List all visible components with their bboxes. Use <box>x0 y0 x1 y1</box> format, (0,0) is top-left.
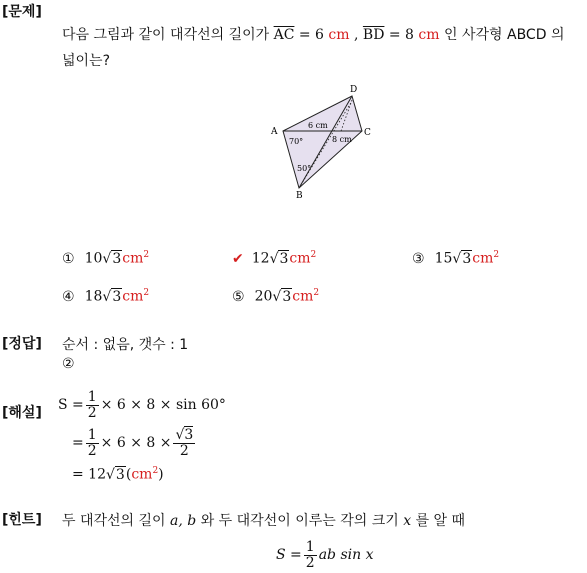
answer-value: ② <box>62 356 75 372</box>
label-bd-length: 8 cm <box>332 135 352 144</box>
choice-1[interactable]: ① $10√3cm^2$ <box>62 250 150 267</box>
label-b: B <box>296 191 303 201</box>
choice-2-exp: 2 <box>310 250 317 260</box>
hint-formula-rest: ab sin x <box>318 547 374 564</box>
hint-formula-half: $\frac{1}{2}$ <box>305 539 315 571</box>
choice-5-radicand: 3 <box>282 288 292 305</box>
check-icon: ✔ <box>232 250 244 267</box>
choice-5-mark: ⑤ <box>232 288 245 305</box>
choice-3-coef: 15 <box>434 250 453 267</box>
hint-formula-lhs: S = <box>276 547 302 564</box>
solution-l1-rest: × 6 × 8 × sin 60° <box>100 397 226 414</box>
hint-var-b: b <box>187 513 197 529</box>
choice-5-unit: cm <box>292 288 314 305</box>
choice-2-unit: cm <box>289 250 311 267</box>
choice-4-radicand: 3 <box>112 288 122 305</box>
solution-l3-radicand: 3 <box>115 466 125 483</box>
solution-s-eq: S = <box>58 397 84 414</box>
segment-ac: $\overline{AC}$ <box>273 27 295 43</box>
question-text-b: 인 사각형 ABCD 의 <box>444 27 565 43</box>
choice-4-exp: 2 <box>143 288 150 298</box>
solution-root3-over-2: $\frac{√3}{2}$ <box>175 427 194 459</box>
solution-unit-exp: 2 <box>152 466 159 476</box>
answer-meta: 순서 : 없음, 갯수 : 1 <box>62 337 189 353</box>
unit-cm-2: cm <box>418 27 440 43</box>
choice-2-radicand: 3 <box>279 250 289 267</box>
answer-label: [정답] <box>2 336 42 352</box>
label-angle-b: 50° <box>297 164 312 173</box>
choice-5-exp: 2 <box>313 288 320 298</box>
length-bd: = 8 <box>388 27 414 43</box>
hint-text-b: 와 두 대각선이 이루는 각의 크기 <box>200 513 399 529</box>
hint-label: [힌트] <box>2 512 42 528</box>
hint-text-a: 두 대각선의 길이 <box>62 513 166 529</box>
hint-var-a: a, <box>170 513 183 529</box>
solution-half-2: $\frac{1}{2}$ <box>87 427 97 459</box>
choice-1-unit: cm <box>122 250 144 267</box>
choice-3-mark: ③ <box>412 250 425 267</box>
label-d: D <box>350 85 358 95</box>
choice-3-exp: 2 <box>493 250 500 260</box>
choice-4-mark: ④ <box>62 288 75 305</box>
segment-bd: $\overline{BD}$ <box>362 27 385 43</box>
solution-paren-open: ( <box>125 466 132 483</box>
choice-4-coef: 18 <box>84 288 103 305</box>
choice-1-radicand: 3 <box>112 250 122 267</box>
choice-1-mark: ① <box>62 250 75 267</box>
choice-1-coef: 10 <box>84 250 103 267</box>
question-line-2: 넓이는? <box>62 53 111 69</box>
choice-2-coef: 12 <box>251 250 270 267</box>
solution-unit: cm <box>131 466 153 483</box>
unit-cm-1: cm <box>328 27 350 43</box>
solution-line-2 <box>72 428 197 458</box>
hint-var-x: x <box>403 513 412 529</box>
solution-label: [해설] <box>2 405 42 421</box>
choice-3[interactable]: ③ $15√3cm^2$ <box>412 250 500 267</box>
choice-2[interactable]: ✔ $12√3cm^2$ <box>232 250 317 267</box>
label-c: C <box>364 128 371 138</box>
label-angle-a: 70° <box>289 137 304 146</box>
comma: , <box>354 27 359 43</box>
solution-half-1: $\frac{1}{2}$ <box>87 389 97 421</box>
solution-l2-eq: = <box>72 435 84 452</box>
solution-l3-coef: = 12 <box>72 466 106 483</box>
choice-1-exp: 2 <box>143 250 150 260</box>
label-a: A <box>271 127 278 137</box>
choice-3-unit: cm <box>472 250 494 267</box>
choice-5[interactable]: ⑤ $20√3cm^2$ <box>232 288 320 305</box>
choice-4[interactable]: ④ $18√3cm^2$ <box>62 288 150 305</box>
label-ac-length: 6 cm <box>308 121 328 130</box>
hint-formula <box>276 540 374 570</box>
choice-5-coef: 20 <box>254 288 273 305</box>
solution-line-1 <box>58 390 226 420</box>
problem-label: [문제] <box>2 4 42 20</box>
hint-line <box>62 510 465 530</box>
question-text-a: 다음 그림과 같이 대각선의 길이가 <box>62 27 270 43</box>
length-ac: = 6 <box>298 27 324 43</box>
choice-3-radicand: 3 <box>462 250 472 267</box>
solution-line-3: = $12√3(cm^2)$ <box>72 466 164 483</box>
solution-paren-close: ) <box>158 466 164 483</box>
solution-l2-mid: × 6 × 8 × <box>100 435 172 452</box>
choice-4-unit: cm <box>122 288 144 305</box>
hint-text-c: 를 알 때 <box>415 513 466 529</box>
